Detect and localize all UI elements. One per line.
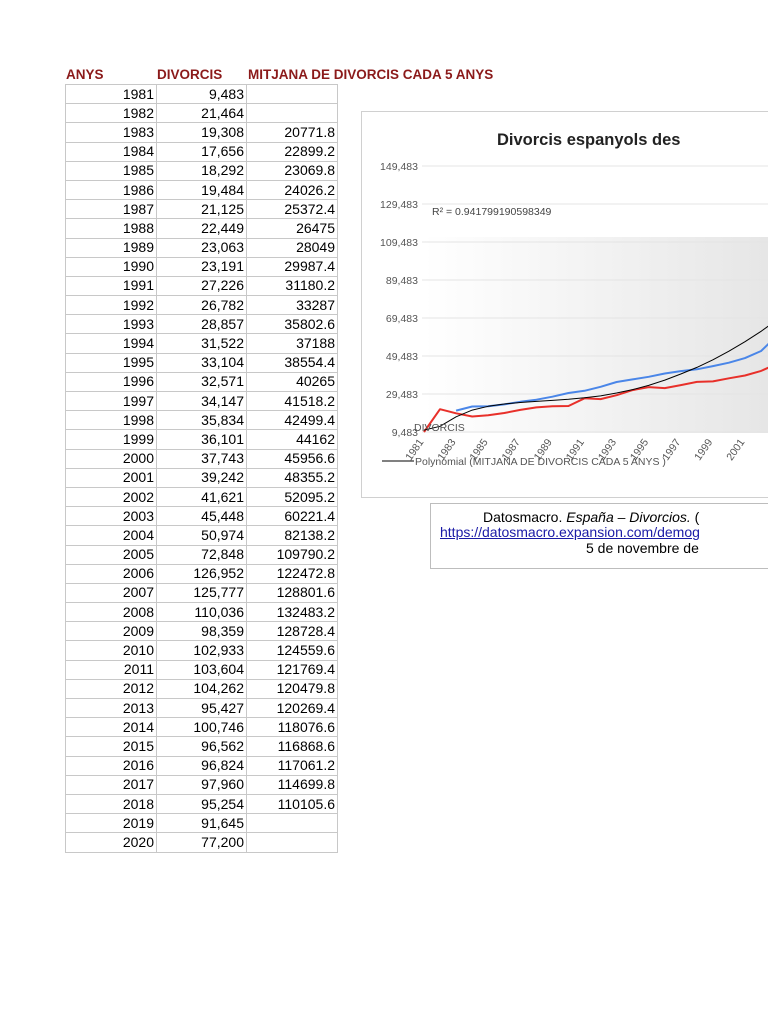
- table-row: [66, 487, 338, 506]
- cell-average[interactable]: 114699.8: [247, 775, 338, 794]
- table-row: [66, 622, 338, 641]
- cell-average[interactable]: [247, 814, 338, 833]
- x-tick-label: 1981: [403, 436, 427, 463]
- x-tick-label: 1995: [627, 436, 652, 463]
- table-row: [66, 276, 338, 295]
- cell-divorces[interactable]: 21,464: [157, 104, 247, 123]
- cell-divorces[interactable]: 34,147: [157, 392, 247, 411]
- cell-divorces[interactable]: 18,292: [157, 161, 247, 180]
- cell-divorces[interactable]: 100,746: [157, 718, 247, 737]
- cell-year[interactable]: 2009: [66, 622, 157, 641]
- cell-average[interactable]: 132483.2: [247, 603, 338, 622]
- header-divorces: DIVORCIS: [157, 67, 223, 82]
- cell-year[interactable]: 2012: [66, 679, 157, 698]
- cell-average[interactable]: 60221.4: [247, 507, 338, 526]
- table-row: [66, 564, 338, 583]
- cell-divorces[interactable]: 33,104: [157, 353, 247, 372]
- cell-divorces[interactable]: 35,834: [157, 411, 247, 430]
- table-row: [66, 603, 338, 622]
- cell-average[interactable]: 52095.2: [247, 487, 338, 506]
- cell-year[interactable]: 2018: [66, 794, 157, 813]
- table-row: [66, 660, 338, 679]
- cell-average[interactable]: [247, 833, 338, 852]
- cell-year[interactable]: 1985: [66, 161, 157, 180]
- table-row: [66, 296, 338, 315]
- table-row: [66, 641, 338, 660]
- cell-year[interactable]: 1983: [66, 123, 157, 142]
- cell-year[interactable]: 2003: [66, 507, 157, 526]
- table-row: [66, 583, 338, 602]
- cell-divorces[interactable]: 110,036: [157, 603, 247, 622]
- x-tick-label: 1993: [595, 436, 620, 463]
- table-row: [66, 794, 338, 813]
- x-tick-label: 1997: [660, 436, 684, 463]
- table-row: [66, 392, 338, 411]
- cell-average[interactable]: 128728.4: [247, 622, 338, 641]
- cell-divorces[interactable]: 125,777: [157, 583, 247, 602]
- table-row: [66, 411, 338, 430]
- cell-average[interactable]: 122472.8: [247, 564, 338, 583]
- cell-divorces[interactable]: 45,448: [157, 507, 247, 526]
- cell-average[interactable]: 29987.4: [247, 257, 338, 276]
- legend-trend: Polynomial (MITJANA DE DIVORCIS CADA 5 ANYS ): [415, 456, 666, 468]
- cell-divorces[interactable]: 36,101: [157, 430, 247, 449]
- table-row: [66, 775, 338, 794]
- cell-year[interactable]: 2006: [66, 564, 157, 583]
- cell-divorces[interactable]: 50,974: [157, 526, 247, 545]
- cell-divorces[interactable]: 95,254: [157, 794, 247, 813]
- cell-average[interactable]: 120269.4: [247, 699, 338, 718]
- cell-year[interactable]: 1991: [66, 276, 157, 295]
- cell-year[interactable]: 1990: [66, 257, 157, 276]
- y-tick-label: 109,483: [380, 237, 418, 249]
- cell-year[interactable]: 1993: [66, 315, 157, 334]
- table-row: [66, 353, 338, 372]
- citation-box: [430, 503, 768, 569]
- y-tick-label: 49,483: [385, 351, 418, 363]
- table-row: [66, 507, 338, 526]
- cell-year[interactable]: 2005: [66, 545, 157, 564]
- table-row: [66, 526, 338, 545]
- chart-title: Divorcis espanyols des: [497, 131, 681, 149]
- cell-year[interactable]: 2011: [66, 660, 157, 679]
- cell-average[interactable]: 48355.2: [247, 468, 338, 487]
- cell-divorces[interactable]: 39,242: [157, 468, 247, 487]
- cell-average[interactable]: 33287: [247, 296, 338, 315]
- cell-average[interactable]: 44162: [247, 430, 338, 449]
- cell-average[interactable]: 23069.8: [247, 161, 338, 180]
- table-row: [66, 142, 338, 161]
- cell-year[interactable]: 2001: [66, 468, 157, 487]
- cell-average[interactable]: 20771.8: [247, 123, 338, 142]
- table-row: [66, 104, 338, 123]
- cell-average[interactable]: 116868.6: [247, 737, 338, 756]
- cell-divorces[interactable]: 17,656: [157, 142, 247, 161]
- table-row: [66, 161, 338, 180]
- cell-average[interactable]: 109790.2: [247, 545, 338, 564]
- table-row: [66, 372, 338, 391]
- cell-average[interactable]: 117061.2: [247, 756, 338, 775]
- cell-year[interactable]: 1994: [66, 334, 157, 353]
- r-squared-annotation: R² = 0.941799190598349: [432, 206, 552, 218]
- y-tick-label: 9,483: [391, 427, 418, 439]
- cell-divorces[interactable]: 103,604: [157, 660, 247, 679]
- cell-divorces[interactable]: 41,621: [157, 487, 247, 506]
- cell-divorces[interactable]: 95,427: [157, 699, 247, 718]
- table-row: [66, 833, 338, 852]
- cell-year[interactable]: 1984: [66, 142, 157, 161]
- cell-year[interactable]: 1982: [66, 104, 157, 123]
- cell-year[interactable]: 2016: [66, 756, 157, 775]
- cell-divorces[interactable]: 32,571: [157, 372, 247, 391]
- cell-average[interactable]: 40265: [247, 372, 338, 391]
- cell-divorces[interactable]: 21,125: [157, 200, 247, 219]
- cell-average[interactable]: 42499.4: [247, 411, 338, 430]
- cell-average[interactable]: 35802.6: [247, 315, 338, 334]
- cell-average[interactable]: [247, 104, 338, 123]
- x-tick-label: 1991: [563, 436, 587, 463]
- cell-divorces[interactable]: 19,308: [157, 123, 247, 142]
- table-row: [66, 85, 338, 104]
- x-tick-label: 1983: [435, 436, 459, 463]
- table-row: [66, 238, 338, 257]
- cell-average[interactable]: 118076.6: [247, 718, 338, 737]
- cell-year[interactable]: 1992: [66, 296, 157, 315]
- citation-link[interactable]: https://datosmacro.expansion.com/demog: [440, 524, 700, 540]
- cell-divorces[interactable]: 27,226: [157, 276, 247, 295]
- table-row: [66, 315, 338, 334]
- cell-year[interactable]: 1987: [66, 200, 157, 219]
- cell-divorces[interactable]: 31,522: [157, 334, 247, 353]
- y-tick-label: 149,483: [380, 161, 418, 173]
- cell-divorces[interactable]: 102,933: [157, 641, 247, 660]
- cell-divorces[interactable]: 97,960: [157, 775, 247, 794]
- cell-average[interactable]: 38554.4: [247, 353, 338, 372]
- table-row: [66, 334, 338, 353]
- table-row: [66, 180, 338, 199]
- cell-average[interactable]: 37188: [247, 334, 338, 353]
- y-tick-label: 69,483: [385, 313, 418, 325]
- cell-average[interactable]: 25372.4: [247, 200, 338, 219]
- table-row: [66, 200, 338, 219]
- cell-average[interactable]: 31180.2: [247, 276, 338, 295]
- cell-year[interactable]: 2007: [66, 583, 157, 602]
- cell-divorces[interactable]: 98,359: [157, 622, 247, 641]
- table-row: [66, 679, 338, 698]
- cell-average[interactable]: 45956.6: [247, 449, 338, 468]
- cell-divorces[interactable]: 26,782: [157, 296, 247, 315]
- y-tick-label: 29,483: [385, 389, 418, 401]
- cell-year[interactable]: 2002: [66, 487, 157, 506]
- cell-year[interactable]: 1997: [66, 392, 157, 411]
- cell-average[interactable]: 41518.2: [247, 392, 338, 411]
- cell-divorces[interactable]: 72,848: [157, 545, 247, 564]
- cell-average[interactable]: 110105.6: [247, 794, 338, 813]
- y-tick-label: 129,483: [380, 199, 418, 211]
- cell-year[interactable]: 2017: [66, 775, 157, 794]
- x-tick-label: 1999: [692, 436, 716, 463]
- cell-year[interactable]: 1988: [66, 219, 157, 238]
- cell-year[interactable]: 2019: [66, 814, 157, 833]
- cell-year[interactable]: 1986: [66, 180, 157, 199]
- cell-divorces[interactable]: 37,743: [157, 449, 247, 468]
- header-years: ANYS: [66, 67, 104, 82]
- legend-divorces: DIVORCIS: [414, 422, 465, 434]
- cell-year[interactable]: 2010: [66, 641, 157, 660]
- cell-average[interactable]: 22899.2: [247, 142, 338, 161]
- citation-source: Datosmacro. España – Divorcios. (: [483, 509, 700, 525]
- cell-divorces[interactable]: 22,449: [157, 219, 247, 238]
- plot-shade: [424, 237, 768, 433]
- table-row: [66, 545, 338, 564]
- cell-year[interactable]: 2013: [66, 699, 157, 718]
- cell-divorces[interactable]: 104,262: [157, 679, 247, 698]
- cell-year[interactable]: 2000: [66, 449, 157, 468]
- x-tick-label: 1987: [499, 436, 523, 463]
- x-tick-label: 1985: [467, 436, 491, 463]
- cell-divorces[interactable]: 23,191: [157, 257, 247, 276]
- cell-average[interactable]: 121769.4: [247, 660, 338, 679]
- cell-divorces[interactable]: 28,857: [157, 315, 247, 334]
- cell-year[interactable]: 1995: [66, 353, 157, 372]
- table-row: [66, 756, 338, 775]
- cell-divorces[interactable]: 9,483: [157, 85, 247, 104]
- cell-divorces[interactable]: 23,063: [157, 238, 247, 257]
- cell-year[interactable]: 1996: [66, 372, 157, 391]
- cell-average[interactable]: 28049: [247, 238, 338, 257]
- x-tick-label: 1989: [531, 436, 555, 463]
- cell-year[interactable]: 2008: [66, 603, 157, 622]
- table-row: [66, 468, 338, 487]
- header-average: MITJANA DE DIVORCIS CADA 5 ANYS: [248, 67, 494, 82]
- cell-average[interactable]: 82138.2: [247, 526, 338, 545]
- y-tick-label: 89,483: [385, 275, 418, 287]
- data-table: [65, 84, 338, 853]
- cell-divorces[interactable]: 126,952: [157, 564, 247, 583]
- cell-average[interactable]: 24026.2: [247, 180, 338, 199]
- cell-average[interactable]: [247, 85, 338, 104]
- cell-year[interactable]: 1989: [66, 238, 157, 257]
- cell-year[interactable]: 2020: [66, 833, 157, 852]
- x-tick-label: 2001: [724, 436, 748, 463]
- chart[interactable]: [361, 111, 768, 498]
- chart-svg: [362, 112, 768, 497]
- table-row: [66, 699, 338, 718]
- table-row: [66, 219, 338, 238]
- cell-year[interactable]: 2004: [66, 526, 157, 545]
- table-row: [66, 718, 338, 737]
- cell-average[interactable]: 128801.6: [247, 583, 338, 602]
- table-row: [66, 123, 338, 142]
- cell-divorces[interactable]: 19,484: [157, 180, 247, 199]
- cell-year[interactable]: 1999: [66, 430, 157, 449]
- cell-year[interactable]: 2014: [66, 718, 157, 737]
- citation-date: 5 de novembre de: [586, 540, 699, 556]
- cell-divorces[interactable]: 77,200: [157, 833, 247, 852]
- table-row: [66, 737, 338, 756]
- table-row: [66, 814, 338, 833]
- table-row: [66, 430, 338, 449]
- table-row: [66, 449, 338, 468]
- cell-average[interactable]: 26475: [247, 219, 338, 238]
- cell-divorces[interactable]: 96,562: [157, 737, 247, 756]
- cell-year[interactable]: 1981: [66, 85, 157, 104]
- cell-average[interactable]: 120479.8: [247, 679, 338, 698]
- cell-year[interactable]: 1998: [66, 411, 157, 430]
- cell-divorces[interactable]: 96,824: [157, 756, 247, 775]
- cell-average[interactable]: 124559.6: [247, 641, 338, 660]
- table-row: [66, 257, 338, 276]
- cell-divorces[interactable]: 91,645: [157, 814, 247, 833]
- cell-year[interactable]: 2015: [66, 737, 157, 756]
